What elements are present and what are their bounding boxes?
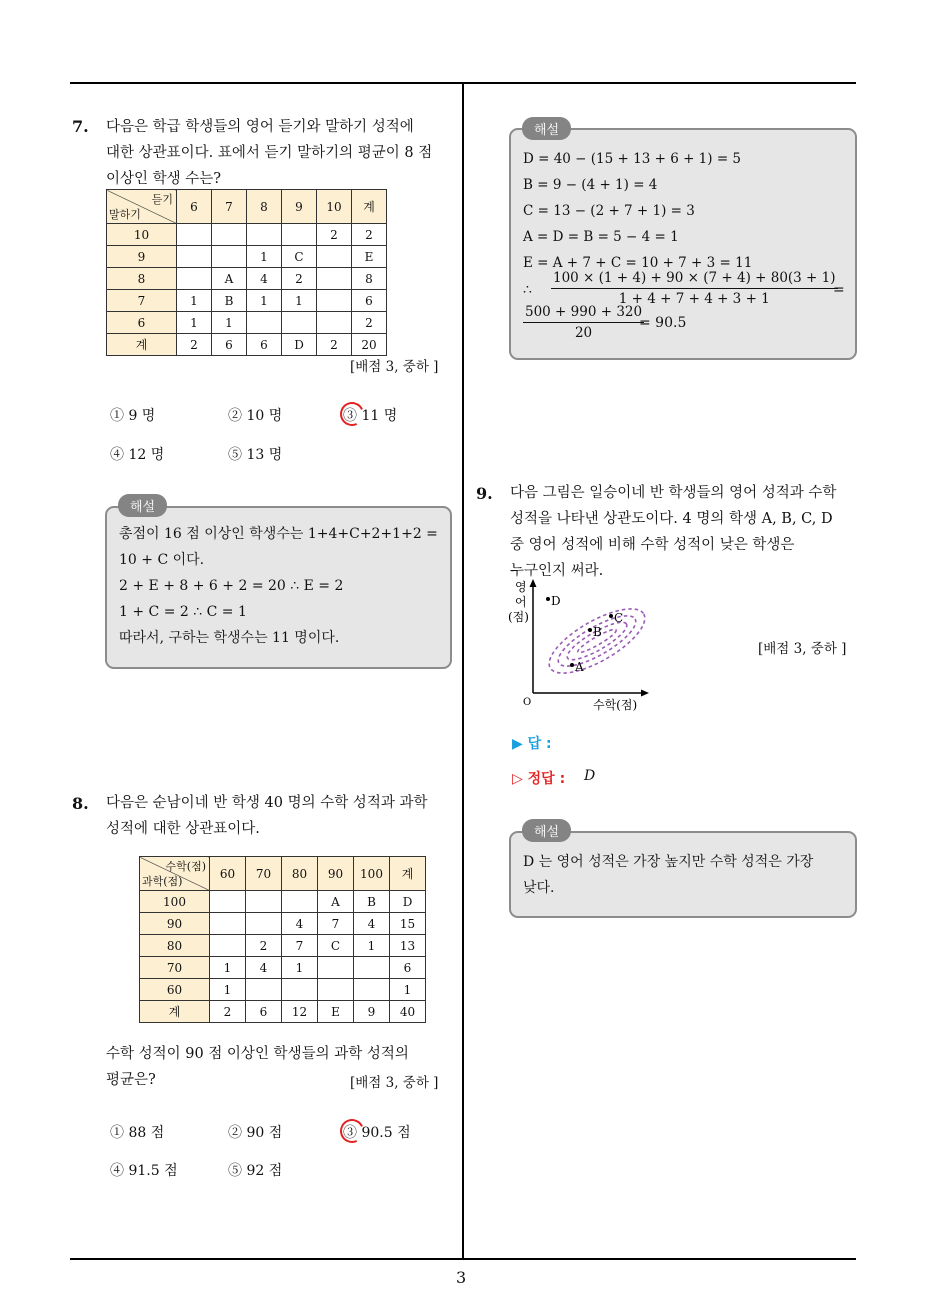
table-cell: E — [318, 1001, 354, 1023]
q9-grade: [배점 3, 중하 ] — [758, 641, 847, 657]
table-cell — [247, 224, 282, 246]
q8-grade: [배점 3, 중하 ] — [350, 1075, 439, 1091]
table-total-row — [107, 334, 387, 356]
table-cell: B — [212, 290, 247, 312]
row-header: 70 — [140, 957, 210, 979]
table-header-row — [107, 190, 387, 224]
correct-answer-text: D — [584, 768, 596, 784]
table-cell: 4 — [282, 913, 318, 935]
q8-number: 8. — [72, 794, 89, 813]
table-cell: 2 — [352, 312, 387, 334]
table-row — [140, 979, 426, 1001]
point-label: B — [593, 625, 602, 639]
q9-scatter-plot — [505, 575, 655, 715]
table-cell — [212, 224, 247, 246]
row-header: 7 — [107, 290, 177, 312]
q7-grade: [배점 3, 중하 ] — [350, 359, 439, 375]
table-cell: 2 — [246, 935, 282, 957]
table-cell — [317, 312, 352, 334]
table-row — [140, 891, 426, 913]
table-cell — [246, 979, 282, 1001]
point-label: A — [575, 660, 584, 674]
table-cell: 2 — [317, 334, 352, 356]
table-cell — [318, 957, 354, 979]
explanation-line: 10 + C 이다. — [119, 552, 205, 568]
result-value: = 90.5 — [639, 315, 687, 331]
table-cell — [318, 979, 354, 1001]
table-cell — [282, 979, 318, 1001]
table-cell: 1 — [212, 312, 247, 334]
table-cell: 1 — [247, 246, 282, 268]
table-cell: 1 — [354, 935, 390, 957]
q8-line: 수학 성적이 90 점 이상인 학생들의 과학 성적의 — [106, 1046, 409, 1062]
row-header: 계 — [107, 334, 177, 356]
table-cell: C — [282, 246, 317, 268]
table-cell: 6 — [390, 957, 426, 979]
col-header: 계 — [352, 190, 387, 224]
table-header-row — [140, 857, 426, 891]
table-cell — [354, 957, 390, 979]
q9-line: 성적을 나타낸 상관도이다. 4 명의 학생 A, B, C, D — [510, 511, 833, 527]
y-axis-label: 영 — [515, 580, 527, 594]
correct-answer-value — [584, 768, 595, 784]
col-header: 9 — [282, 190, 317, 224]
q9-line: 중 영어 성적에 비해 수학 성적이 낮은 학생은 — [510, 537, 795, 553]
table-cell: 6 — [246, 1001, 282, 1023]
q7-line: 이상인 학생 수는? — [106, 171, 222, 187]
table-cell: 1 — [390, 979, 426, 1001]
col-header: 10 — [317, 190, 352, 224]
explanation-line: 2 + E + 8 + 6 + 2 = 20 ∴ E = 2 — [119, 578, 344, 594]
table-cell — [177, 246, 212, 268]
corner-top-label: 수학(점) — [165, 860, 206, 873]
y-axis-arrow — [530, 579, 537, 587]
explanation-line: E = A + 7 + C = 10 + 7 + 3 = 11 — [523, 255, 753, 271]
table-total-row — [140, 1001, 426, 1023]
table-cell: B — [354, 891, 390, 913]
q8-option-1[interactable]: ① 88 점 — [110, 1125, 165, 1141]
table-row — [140, 913, 426, 935]
explanation-line: A = D = B = 5 − 4 = 1 — [523, 229, 679, 245]
table-cell: 15 — [390, 913, 426, 935]
point-d — [546, 597, 550, 601]
corner-bottom-label: 말하기 — [109, 208, 141, 221]
q8-option-4[interactable]: ④ 91.5 점 — [110, 1163, 178, 1179]
point-label: D — [551, 594, 561, 608]
table-cell: 6 — [352, 290, 387, 312]
table-cell: 13 — [390, 935, 426, 957]
q7-option-4[interactable]: ④ 12 명 — [110, 447, 165, 463]
y-axis-label: 어 — [515, 595, 527, 609]
row-header: 계 — [140, 1001, 210, 1023]
table-cell: 8 — [352, 268, 387, 290]
table-row — [107, 246, 387, 268]
q9-line: 누구인지 써라. — [510, 563, 604, 579]
q9-number: 9. — [476, 484, 493, 503]
q8-line: 평균은? — [106, 1072, 156, 1088]
q9-question — [510, 480, 860, 584]
table-cell: 2 — [317, 224, 352, 246]
fraction-denominator: 20 — [574, 325, 593, 341]
q7-explanation-box — [105, 506, 452, 669]
table-cell — [210, 891, 246, 913]
table-cell — [212, 246, 247, 268]
table-cell — [247, 312, 282, 334]
origin-label: O — [523, 697, 532, 708]
table-cell: 1 — [282, 957, 318, 979]
row-header: 6 — [107, 312, 177, 334]
table-cell — [317, 290, 352, 312]
table-cell: C — [318, 935, 354, 957]
table-cell: 9 — [354, 1001, 390, 1023]
table-cell: 6 — [247, 334, 282, 356]
explanation-tag: 해설 — [522, 117, 571, 140]
table-cell: 4 — [246, 957, 282, 979]
point-b — [588, 628, 592, 632]
point-label: C — [614, 611, 624, 625]
explanation-tag: 해설 — [118, 494, 167, 517]
page-number: 3 — [456, 1268, 467, 1287]
table-cell — [177, 224, 212, 246]
table-corner — [140, 857, 210, 891]
x-axis-arrow — [641, 690, 649, 697]
table-cell: D — [390, 891, 426, 913]
table-cell: 20 — [352, 334, 387, 356]
table-cell — [282, 891, 318, 913]
table-cell: 1 — [177, 312, 212, 334]
table-row — [107, 224, 387, 246]
table-cell: A — [212, 268, 247, 290]
equals-sign: = — [833, 282, 845, 298]
table-cell: 7 — [318, 913, 354, 935]
q7-option-2[interactable]: ② 10 명 — [228, 408, 283, 424]
explanation-line: 따라서, 구하는 학생수는 11 명이다. — [119, 630, 340, 646]
explanation-line: C = 13 − (2 + 7 + 1) = 3 — [523, 203, 695, 219]
row-header: 60 — [140, 979, 210, 1001]
q9-explanation-box — [509, 831, 857, 918]
table-cell: 2 — [352, 224, 387, 246]
table-cell: 4 — [354, 913, 390, 935]
table-cell — [246, 913, 282, 935]
explanation-line: 낮다. — [523, 880, 555, 896]
col-header: 8 — [247, 190, 282, 224]
table-cell: 1 — [210, 957, 246, 979]
fraction-1 — [551, 270, 838, 307]
table-cell — [282, 224, 317, 246]
q7-option-1[interactable]: ① 9 명 — [110, 408, 156, 424]
row-header: 100 — [140, 891, 210, 913]
q8-line: 성적에 대한 상관표이다. — [106, 821, 260, 837]
col-header: 80 — [282, 857, 318, 891]
table-row — [107, 312, 387, 334]
table-row — [140, 935, 426, 957]
row-header: 9 — [107, 246, 177, 268]
table-cell: 6 — [212, 334, 247, 356]
row-header: 8 — [107, 268, 177, 290]
table-cell — [177, 268, 212, 290]
q8-option-3[interactable]: ③ 90.5 점 — [343, 1125, 411, 1141]
q7-line: 대한 상관표이다. 표에서 듣기 말하기의 평균이 8 점 — [106, 145, 433, 161]
point-c — [609, 614, 613, 618]
column-divider — [462, 82, 464, 1260]
table-cell — [317, 246, 352, 268]
table-cell: 40 — [390, 1001, 426, 1023]
table-cell — [246, 891, 282, 913]
table-row — [140, 957, 426, 979]
q9-line: 다음 그림은 일승이네 반 학생들의 영어 성적과 수학 — [510, 485, 837, 501]
explanation-tag: 해설 — [522, 819, 571, 842]
q7-option-3[interactable]: ③ 11 명 — [343, 408, 398, 424]
table-row — [107, 268, 387, 290]
fraction-denominator: 1 + 4 + 7 + 4 + 3 + 1 — [618, 291, 770, 307]
explanation-line: 총점이 16 점 이상인 학생수는 1+4+C+2+1+2 = — [119, 526, 438, 542]
corner-top-label: 듣기 — [151, 193, 173, 206]
bottom-rule — [70, 1258, 856, 1260]
table-cell — [210, 913, 246, 935]
row-header: 80 — [140, 935, 210, 957]
table-corner — [107, 190, 177, 224]
q8-option-2[interactable]: ② 90 점 — [228, 1125, 283, 1141]
table-cell: 1 — [210, 979, 246, 1001]
q8-explanation-box — [509, 128, 857, 360]
q7-line: 다음은 학급 학생들의 영어 듣기와 말하기 성적에 — [106, 119, 414, 135]
table-row — [107, 290, 387, 312]
fraction-numerator: 500 + 990 + 320 — [523, 304, 644, 323]
table-cell: 2 — [177, 334, 212, 356]
fraction-2 — [523, 304, 644, 341]
scatter-band — [540, 597, 654, 686]
table-cell: 1 — [282, 290, 317, 312]
row-header: 10 — [107, 224, 177, 246]
q8-question — [106, 790, 451, 842]
table-cell: A — [318, 891, 354, 913]
table-cell — [282, 312, 317, 334]
corner-bottom-label: 과학(점) — [142, 875, 183, 888]
explanation-line: D = 40 − (15 + 13 + 6 + 1) = 5 — [523, 151, 742, 167]
col-header: 60 — [210, 857, 246, 891]
q7-question — [106, 114, 451, 192]
y-axis-label: (점) — [508, 610, 529, 624]
q8-correlation-table — [139, 856, 426, 1023]
explanation-line: B = 9 − (4 + 1) = 4 — [523, 177, 658, 193]
point-a — [570, 663, 574, 667]
table-cell — [210, 935, 246, 957]
col-header: 6 — [177, 190, 212, 224]
table-cell: D — [282, 334, 317, 356]
q7-option-5[interactable]: ⑤ 13 명 — [228, 447, 283, 463]
col-header: 100 — [354, 857, 390, 891]
fraction-numerator: 100 × (1 + 4) + 90 × (7 + 4) + 80(3 + 1) — [551, 270, 838, 289]
answer-input-label[interactable]: ▶ 답 : — [512, 736, 552, 752]
q7-number: 7. — [72, 117, 89, 136]
col-header: 7 — [212, 190, 247, 224]
q8-line: 다음은 순남이네 반 학생 40 명의 수학 성적과 과학 — [106, 795, 428, 811]
q8-option-5[interactable]: ⑤ 92 점 — [228, 1163, 283, 1179]
col-header: 70 — [246, 857, 282, 891]
col-header: 90 — [318, 857, 354, 891]
table-cell — [354, 979, 390, 1001]
q7-correlation-table — [106, 189, 387, 356]
col-header: 계 — [390, 857, 426, 891]
therefore-symbol: ∴ — [523, 282, 532, 298]
explanation-line: 1 + C = 2 ∴ C = 1 — [119, 604, 247, 620]
table-cell: 2 — [210, 1001, 246, 1023]
table-cell: 7 — [282, 935, 318, 957]
table-cell: 12 — [282, 1001, 318, 1023]
correct-answer-label: ▷ 정답 : — [512, 771, 566, 787]
table-cell: 2 — [282, 268, 317, 290]
table-cell: E — [352, 246, 387, 268]
table-cell: 1 — [247, 290, 282, 312]
table-cell — [317, 268, 352, 290]
explanation-line: D 는 영어 성적은 가장 높지만 수학 성적은 가장 — [523, 854, 814, 870]
table-cell: 1 — [177, 290, 212, 312]
row-header: 90 — [140, 913, 210, 935]
x-axis-label: 수학(점) — [593, 698, 638, 712]
table-cell: 4 — [247, 268, 282, 290]
